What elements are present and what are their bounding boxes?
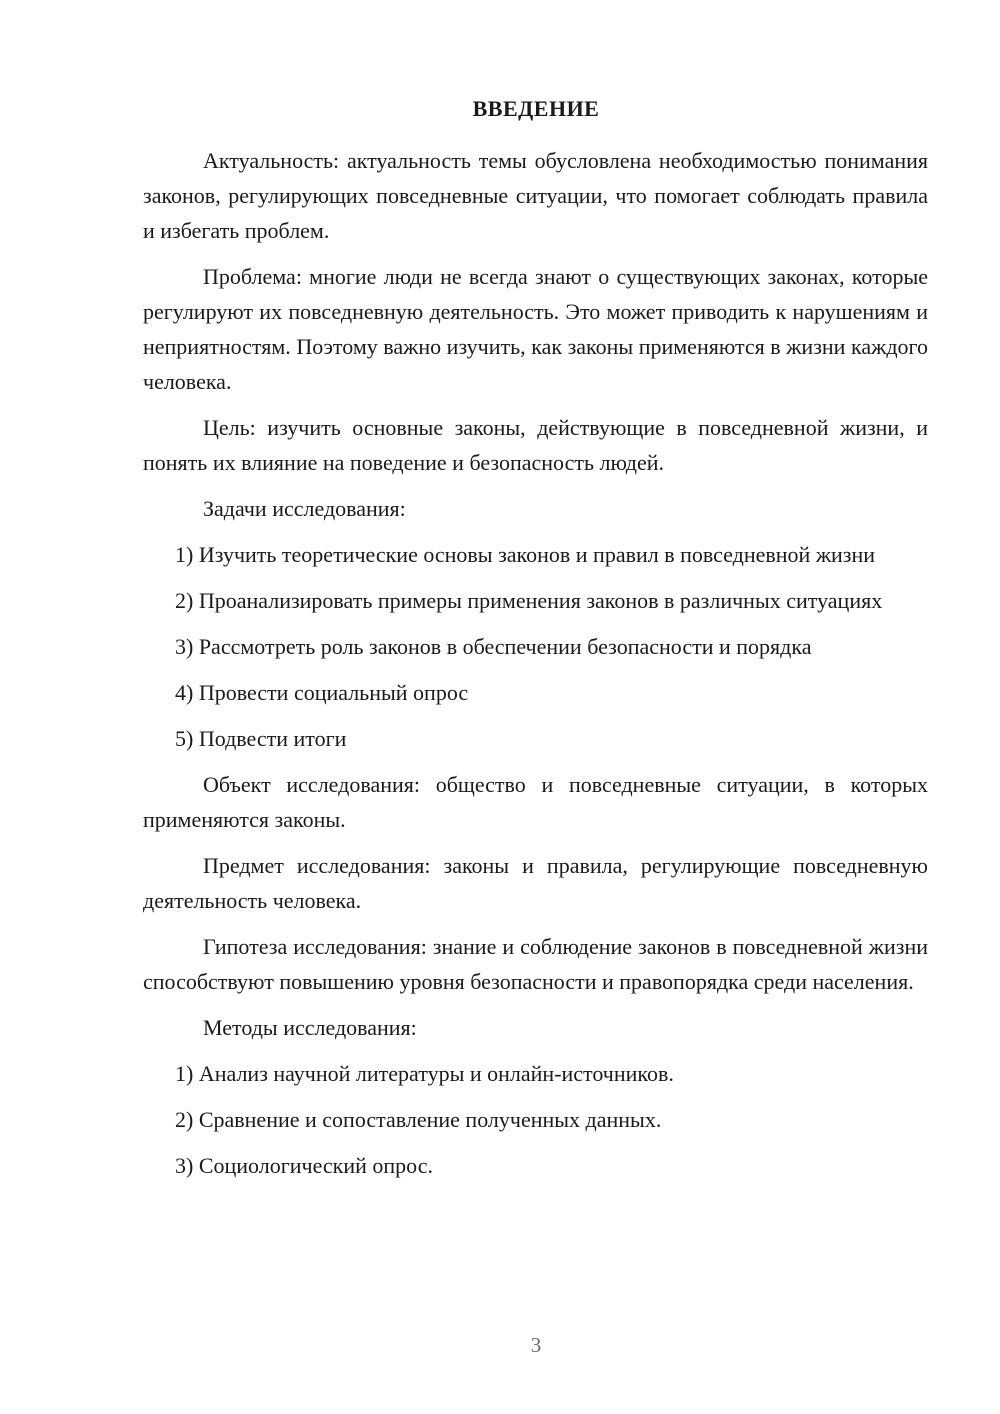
method-item-1: 1) Анализ научной литературы и онлайн-источников.	[175, 1061, 674, 1086]
task-item-5: 5) Подвести итоги	[175, 726, 347, 751]
paragraph-relevance: Актуальность: актуальность темы обусловлена необходимостью понимания законов, регулирующих повседневные ситуации, что помогает соблюдать правила и избегать проблем.	[143, 148, 928, 243]
task-item-3: 3) Рассмотреть роль законов в обеспечении безопасности и порядка	[175, 634, 812, 659]
paragraph-object: Объект исследования: общество и повседневные ситуации, в которых применяются законы.	[143, 772, 928, 832]
page-title: ВВЕДЕНИЕ	[472, 96, 600, 121]
task-item-4: 4) Провести социальный опрос	[175, 680, 469, 705]
page-number: 3	[530, 1333, 542, 1357]
paragraph-problem: Проблема: многие люди не всегда знают о существующих законах, которые регулируют их повседневную деятельность. Это может приводить к нарушениям и неприятностям. Поэтому важно изучить, как законы применяются в жизни каждого человека.	[143, 264, 928, 394]
method-item-2: 2) Сравнение и сопоставление полученных данных.	[175, 1107, 662, 1132]
tasks-heading: Задачи исследования:	[203, 496, 406, 521]
paragraph-goal: Цель: изучить основные законы, действующие в повседневной жизни, и понять их влияние на поведение и безопасность людей.	[143, 415, 928, 475]
document-body	[143, 143, 928, 1194]
method-item-3: 3) Социологический опрос.	[175, 1153, 433, 1178]
paragraph-hypothesis: Гипотеза исследования: знание и соблюдение законов в повседневной жизни способствуют повышению уровня безопасности и правопорядка среди населения.	[143, 934, 928, 994]
task-item-2: 2) Проанализировать примеры применения законов в различных ситуациях	[175, 588, 883, 613]
paragraph-subject: Предмет исследования: законы и правила, регулирующие повседневную деятельность человека.	[143, 853, 928, 913]
task-item-1: 1) Изучить теоретические основы законов и правил в повседневной жизни	[175, 542, 876, 567]
methods-heading: Методы исследования:	[203, 1015, 417, 1040]
